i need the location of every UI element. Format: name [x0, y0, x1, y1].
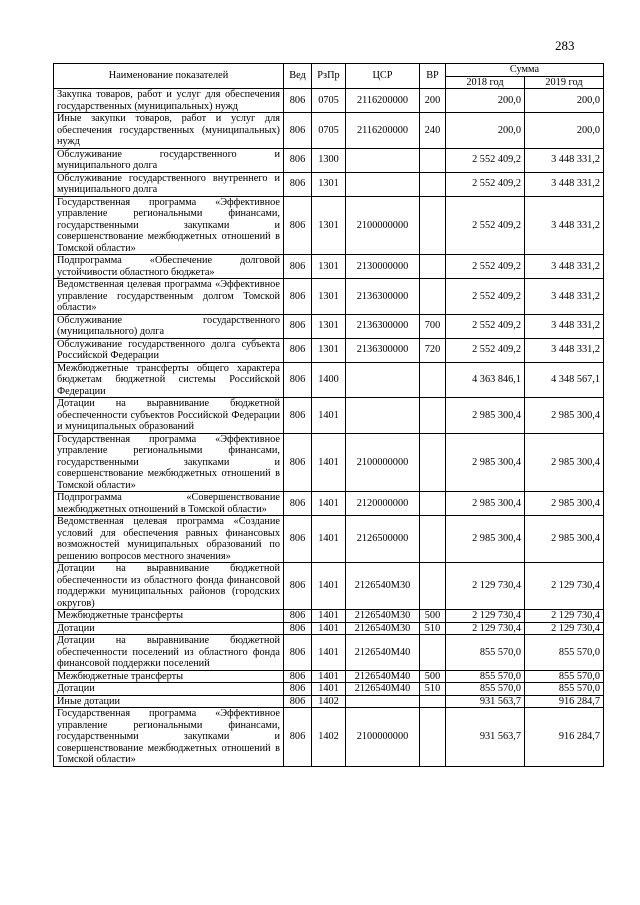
- row-csr: [346, 398, 420, 434]
- row-ved: 806: [284, 314, 312, 338]
- row-name: Обслуживание государственного внутреннего и муниципального долга: [54, 172, 284, 196]
- row-sum-2019: 855 570,0: [525, 683, 604, 696]
- row-ved: 806: [284, 196, 312, 255]
- row-csr: 2100000000: [346, 196, 420, 255]
- row-sum-2018: 931 563,7: [446, 708, 525, 767]
- row-vr: 200: [420, 89, 446, 113]
- row-sum-2019: 3 448 331,2: [525, 279, 604, 315]
- row-ved: 806: [284, 148, 312, 172]
- row-rzpr: 1300: [312, 148, 346, 172]
- row-sum-2019: 2 985 300,4: [525, 492, 604, 516]
- row-sum-2019: 2 985 300,4: [525, 433, 604, 492]
- row-vr: [420, 492, 446, 516]
- row-csr: 2116200000: [346, 89, 420, 113]
- row-sum-2018: 2 985 300,4: [446, 398, 525, 434]
- row-vr: [420, 148, 446, 172]
- row-csr: 2126540М30: [346, 622, 420, 635]
- row-csr: 2136300000: [346, 338, 420, 362]
- row-rzpr: 0705: [312, 89, 346, 113]
- row-name: Подпрограмма «Совершенствование межбюджетных отношений в Томской области»: [54, 492, 284, 516]
- row-ved: 806: [284, 670, 312, 683]
- row-name: Дотации: [54, 683, 284, 696]
- row-rzpr: 1401: [312, 622, 346, 635]
- table-row: [54, 89, 604, 113]
- row-rzpr: 1402: [312, 708, 346, 767]
- row-rzpr: 1401: [312, 433, 346, 492]
- table-row: [54, 635, 604, 671]
- row-vr: 500: [420, 610, 446, 623]
- row-ved: 806: [284, 398, 312, 434]
- row-vr: [420, 172, 446, 196]
- row-sum-2018: 931 563,7: [446, 695, 525, 708]
- header-csr: ЦСР: [346, 64, 420, 89]
- row-sum-2019: 2 129 730,4: [525, 563, 604, 610]
- row-name: Дотации на выравнивание бюджетной обеспеченности поселений из областного фонда финансовой поддержки поселений: [54, 635, 284, 671]
- row-ved: 806: [284, 635, 312, 671]
- row-vr: 700: [420, 314, 446, 338]
- table-row: [54, 433, 604, 492]
- row-name: Государственная программа «Эффективное управление региональными финансами, государственными закупками и совершенствование межбюджетных отношений в Томской области»: [54, 196, 284, 255]
- row-ved: 806: [284, 172, 312, 196]
- row-name: Ведомственная целевая программа «Эффективное управление государственным долгом Томской области»: [54, 279, 284, 315]
- header-rzpr: РзПр: [312, 64, 346, 89]
- row-vr: [420, 635, 446, 671]
- row-ved: 806: [284, 683, 312, 696]
- row-csr: 2116200000: [346, 113, 420, 149]
- table-row: [54, 398, 604, 434]
- row-rzpr: 1301: [312, 314, 346, 338]
- row-sum-2019: 2 985 300,4: [525, 516, 604, 563]
- table-row: [54, 314, 604, 338]
- row-sum-2019: 916 284,7: [525, 708, 604, 767]
- row-sum-2019: 3 448 331,2: [525, 172, 604, 196]
- row-vr: 500: [420, 670, 446, 683]
- table-row: [54, 172, 604, 196]
- row-name: Межбюджетные трансферты общего характера бюджетам бюджетной системы Российской Федерации: [54, 362, 284, 398]
- row-csr: [346, 172, 420, 196]
- row-sum-2019: 855 570,0: [525, 635, 604, 671]
- row-rzpr: 1401: [312, 610, 346, 623]
- row-sum-2018: 855 570,0: [446, 670, 525, 683]
- row-csr: 2126540М40: [346, 670, 420, 683]
- row-sum-2018: 2 552 409,2: [446, 196, 525, 255]
- table-body: [54, 89, 604, 767]
- row-sum-2018: 200,0: [446, 113, 525, 149]
- row-sum-2018: 2 985 300,4: [446, 492, 525, 516]
- row-ved: 806: [284, 516, 312, 563]
- row-sum-2019: 200,0: [525, 113, 604, 149]
- row-rzpr: 1401: [312, 563, 346, 610]
- row-ved: 806: [284, 695, 312, 708]
- row-sum-2019: 2 129 730,4: [525, 610, 604, 623]
- row-sum-2018: 2 552 409,2: [446, 314, 525, 338]
- table-row: [54, 362, 604, 398]
- row-rzpr: 1400: [312, 362, 346, 398]
- row-sum-2018: 2 985 300,4: [446, 516, 525, 563]
- table-row: [54, 563, 604, 610]
- row-vr: [420, 516, 446, 563]
- table-row: [54, 255, 604, 279]
- row-rzpr: 1401: [312, 516, 346, 563]
- row-csr: 2126540М30: [346, 563, 420, 610]
- row-name: Государственная программа «Эффективное управление региональными финансами, государственными закупками и совершенствование межбюджетных отношений в Томской области»: [54, 433, 284, 492]
- row-ved: 806: [284, 113, 312, 149]
- row-sum-2019: 855 570,0: [525, 670, 604, 683]
- row-name: Межбюджетные трансферты: [54, 610, 284, 623]
- row-vr: [420, 695, 446, 708]
- table-row: [54, 279, 604, 315]
- row-ved: 806: [284, 563, 312, 610]
- row-sum-2018: 2 552 409,2: [446, 338, 525, 362]
- row-rzpr: 1401: [312, 398, 346, 434]
- row-vr: 720: [420, 338, 446, 362]
- row-vr: [420, 563, 446, 610]
- table-header-row: [54, 64, 604, 77]
- row-name: Межбюджетные трансферты: [54, 670, 284, 683]
- row-rzpr: 1301: [312, 255, 346, 279]
- row-ved: 806: [284, 338, 312, 362]
- row-rzpr: 1301: [312, 172, 346, 196]
- header-year-2018: 2018 год: [446, 76, 525, 89]
- row-sum-2018: 2 552 409,2: [446, 172, 525, 196]
- row-ved: 806: [284, 433, 312, 492]
- row-name: Ведомственная целевая программа «Создание условий для обеспечения равных финансовых возможностей муниципальных образований по решению вопросов местного значения»: [54, 516, 284, 563]
- row-sum-2018: 2 129 730,4: [446, 610, 525, 623]
- row-vr: 510: [420, 683, 446, 696]
- header-ved: Вед: [284, 64, 312, 89]
- row-name: Закупка товаров, работ и услуг для обеспечения государственных (муниципальных) нужд: [54, 89, 284, 113]
- row-csr: 2126540М30: [346, 610, 420, 623]
- row-csr: 2130000000: [346, 255, 420, 279]
- table-row: [54, 622, 604, 635]
- row-ved: 806: [284, 492, 312, 516]
- row-vr: [420, 196, 446, 255]
- row-name: Обслуживание государственного (муниципального) долга: [54, 314, 284, 338]
- row-ved: 806: [284, 708, 312, 767]
- header-vr: ВР: [420, 64, 446, 89]
- row-vr: 510: [420, 622, 446, 635]
- row-ved: 806: [284, 89, 312, 113]
- row-csr: 2126540М40: [346, 683, 420, 696]
- row-csr: [346, 362, 420, 398]
- table-row: [54, 670, 604, 683]
- row-sum-2019: 2 985 300,4: [525, 398, 604, 434]
- table-row: [54, 610, 604, 623]
- table-row: [54, 338, 604, 362]
- row-sum-2018: 2 129 730,4: [446, 622, 525, 635]
- row-csr: 2126500000: [346, 516, 420, 563]
- page-number: 283: [555, 38, 575, 53]
- row-name: Дотации на выравнивание бюджетной обеспеченности субъектов Российской Федерации и муниципальных образований: [54, 398, 284, 434]
- row-csr: 2136300000: [346, 279, 420, 315]
- row-vr: [420, 279, 446, 315]
- row-rzpr: 1301: [312, 196, 346, 255]
- row-sum-2019: 3 448 331,2: [525, 338, 604, 362]
- row-csr: 2120000000: [346, 492, 420, 516]
- row-name: Обслуживание государственного и муниципального долга: [54, 148, 284, 172]
- row-sum-2018: 2 552 409,2: [446, 279, 525, 315]
- row-name: Подпрограмма «Обеспечение долговой устойчивости областного бюджета»: [54, 255, 284, 279]
- row-ved: 806: [284, 279, 312, 315]
- row-sum-2019: 2 129 730,4: [525, 622, 604, 635]
- table-row: [54, 492, 604, 516]
- table-row: [54, 708, 604, 767]
- row-sum-2018: 2 552 409,2: [446, 148, 525, 172]
- header-year-2019: 2019 год: [525, 76, 604, 89]
- table-row: [54, 683, 604, 696]
- row-sum-2019: 3 448 331,2: [525, 148, 604, 172]
- row-csr: 2126540М40: [346, 635, 420, 671]
- row-rzpr: 1401: [312, 635, 346, 671]
- row-sum-2019: 4 348 567,1: [525, 362, 604, 398]
- row-sum-2019: 3 448 331,2: [525, 314, 604, 338]
- table-row: [54, 113, 604, 149]
- row-csr: 2100000000: [346, 433, 420, 492]
- row-name: Иные дотации: [54, 695, 284, 708]
- row-csr: 2136300000: [346, 314, 420, 338]
- row-rzpr: 1401: [312, 492, 346, 516]
- row-vr: [420, 433, 446, 492]
- row-sum-2019: 916 284,7: [525, 695, 604, 708]
- row-sum-2018: 855 570,0: [446, 683, 525, 696]
- row-sum-2018: 2 552 409,2: [446, 255, 525, 279]
- row-rzpr: 1402: [312, 695, 346, 708]
- row-sum-2018: 855 570,0: [446, 635, 525, 671]
- header-sum: Сумма: [446, 64, 604, 77]
- row-rzpr: 0705: [312, 113, 346, 149]
- table-row: [54, 148, 604, 172]
- row-sum-2019: 3 448 331,2: [525, 196, 604, 255]
- row-ved: 806: [284, 362, 312, 398]
- table-row: [54, 695, 604, 708]
- row-name: Государственная программа «Эффективное управление региональными финансами, государственными закупками и совершенствование межбюджетных отношений в Томской области»: [54, 708, 284, 767]
- table-row: [54, 516, 604, 563]
- row-rzpr: 1401: [312, 683, 346, 696]
- row-ved: 806: [284, 610, 312, 623]
- row-sum-2018: 200,0: [446, 89, 525, 113]
- row-vr: [420, 398, 446, 434]
- row-csr: 2100000000: [346, 708, 420, 767]
- row-sum-2018: 2 985 300,4: [446, 433, 525, 492]
- row-sum-2018: 2 129 730,4: [446, 563, 525, 610]
- row-vr: [420, 362, 446, 398]
- budget-table: [53, 63, 604, 767]
- row-name: Иные закупки товаров, работ и услуг для обеспечения государственных (муниципальных) нужд: [54, 113, 284, 149]
- row-rzpr: 1301: [312, 338, 346, 362]
- header-name: Наименование показателей: [54, 64, 284, 89]
- row-csr: [346, 695, 420, 708]
- row-sum-2018: 4 363 846,1: [446, 362, 525, 398]
- row-name: Дотации: [54, 622, 284, 635]
- row-ved: 806: [284, 255, 312, 279]
- row-sum-2019: 3 448 331,2: [525, 255, 604, 279]
- row-name: Дотации на выравнивание бюджетной обеспеченности из областного фонда финансовой поддержки муниципальных районов (городских округов): [54, 563, 284, 610]
- row-name: Обслуживание государственного долга субъекта Российской Федерации: [54, 338, 284, 362]
- row-rzpr: 1401: [312, 670, 346, 683]
- row-rzpr: 1301: [312, 279, 346, 315]
- row-vr: [420, 255, 446, 279]
- row-csr: [346, 148, 420, 172]
- table-row: [54, 196, 604, 255]
- row-sum-2019: 200,0: [525, 89, 604, 113]
- row-vr: 240: [420, 113, 446, 149]
- row-ved: 806: [284, 622, 312, 635]
- row-vr: [420, 708, 446, 767]
